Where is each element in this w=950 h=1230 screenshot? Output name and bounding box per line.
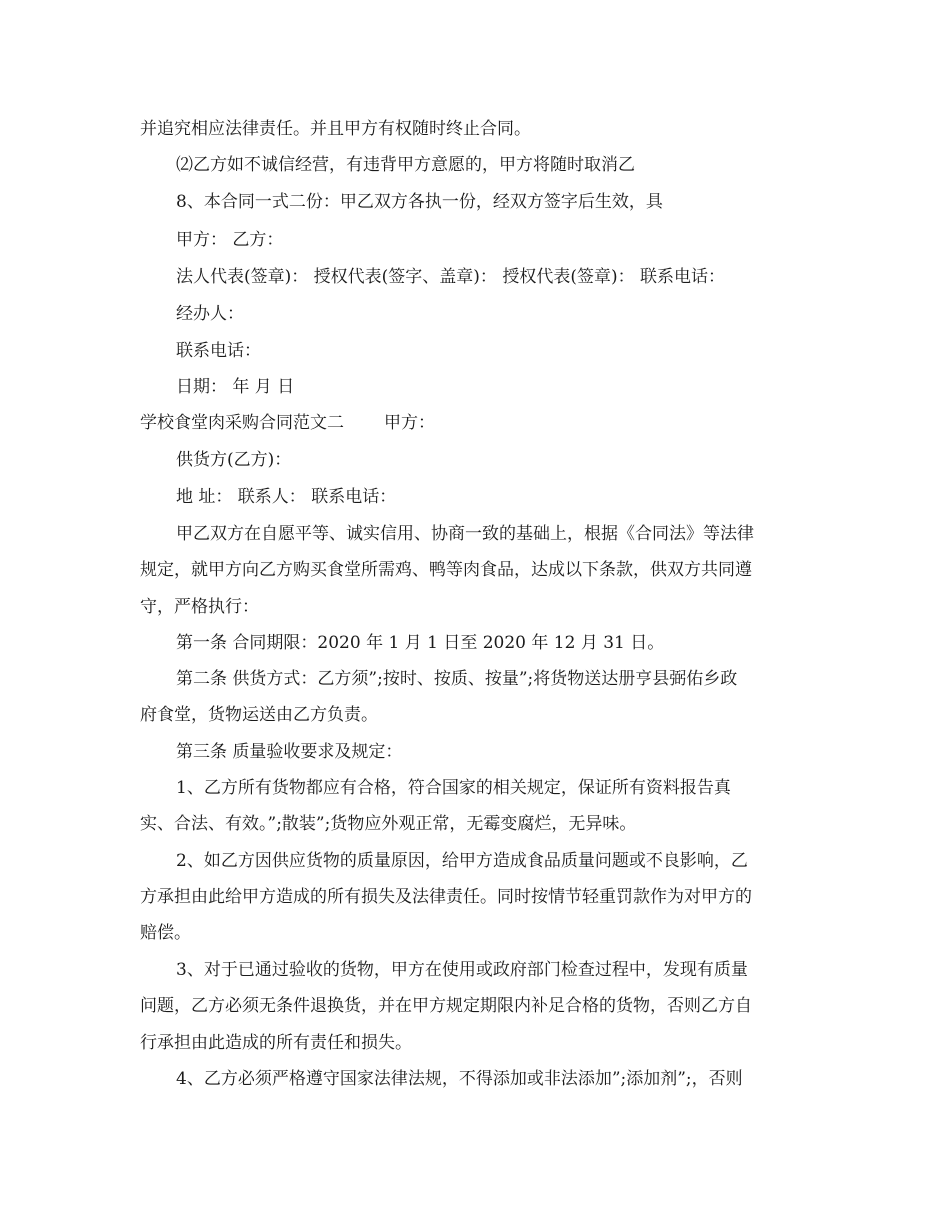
text-line: 日期： 年 月 日 [176,377,295,397]
text-line: ⑵乙方如不诚信经营，有违背甲方意愿的，甲方将随时取消乙 [176,155,635,175]
clause-line: 赔偿。 [140,923,191,943]
clause-line: 府食堂，货物运送由乙方负责。 [140,705,378,725]
clause-line: 问题，乙方必须无条件退换货，并在甲方规定期限内补足合格的货物，否则乙方自 [140,996,752,1016]
text-line: 地 址： 联系人： 联系电话： [176,487,397,507]
clause-line: 1、乙方所有货物都应有合格，符合国家的相关规定，保证所有资料报告真 [176,778,731,798]
clause-line: 方承担由此给甲方造成的所有损失及法律责任。同时按情节轻重罚款作为对甲方的 [140,887,752,907]
clause-line: 4、乙方必须严格遵守国家法律法规，不得添加或非法添加”;添加剂”;，否则 [176,1069,743,1089]
text-line: 供货方(乙方)： [176,450,292,470]
paragraph-line: 甲乙双方在自愿平等、诚实信用、协商一致的基础上，根据《合同法》等法律 [176,524,754,544]
party-a-label: 甲方： [384,413,435,433]
clause-line: 2、如乙方因供应货物的质量原因，给甲方造成食品质量问题或不良影响，乙 [176,851,748,871]
clause-line: 实、合法、有效。”;散装”;货物应外观正常，无霉变腐烂，无异味。 [140,814,637,834]
section-title-line [140,411,435,435]
text-line: 经办人： [176,304,244,324]
text-line: 甲方： 乙方： [176,230,284,250]
text-line: 并追究相应法律责任。并且甲方有权随时终止合同。 [140,119,531,139]
text-line: 8、本合同一式二份：甲乙双方各执一份，经双方签字后生效，具 [176,192,663,212]
paragraph-line: 守，严格执行： [140,597,259,617]
text-line: 法人代表(签章)： 授权代表(签字、盖章)： 授权代表(签章)： 联系电话： [176,267,726,287]
clause-line: 第二条 供货方式：乙方须”;按时、按质、按量”;将货物送达册亨县弼佑乡政 [176,669,738,689]
section-title: 学校食堂肉采购合同范文二 [140,413,344,433]
clause-line: 行承担由此造成的所有责任和损失。 [140,1033,412,1053]
paragraph-line: 规定，就甲方向乙方购买食堂所需鸡、鸭等肉食品，达成以下条款，供双方共同遵 [140,560,752,580]
clause-line: 3、对于已通过验收的货物，甲方在使用或政府部门检查过程中，发现有质量 [176,960,748,980]
clause-line: 第一条 合同期限：2020 年 1 月 1 日至 2020 年 12 月 31 日。 [176,633,665,653]
clause-line: 第三条 质量验收要求及规定： [176,742,403,762]
text-line: 联系电话： [176,341,261,361]
